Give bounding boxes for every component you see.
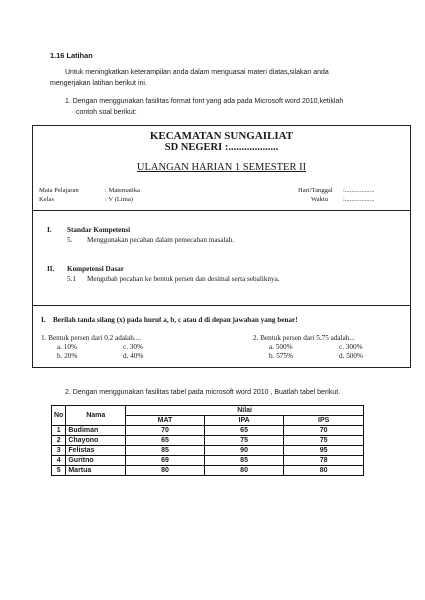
row-mat: 69	[126, 456, 205, 466]
instruction-2: 2. Dengan menggunakan fasilitas tabel pada microsoft word 2010 , Buatlah tabel berikut.	[65, 389, 341, 396]
table-row	[52, 426, 364, 436]
school-heading: SD NEGERI :...................	[164, 142, 279, 153]
row-ips: 95	[284, 446, 364, 456]
time-value: :..................	[343, 196, 375, 203]
question-2-option-a: a. 500%	[269, 343, 293, 351]
question-1-stem: 1. Bentuk persen dari 0.2 adalah....	[41, 334, 141, 342]
kompetensi-dasar-item-text: Mengubah pecahan ke bentuk persen dan desimal serta sebaliknya.	[87, 275, 280, 283]
standar-kompetensi-item-text: Menggunakan pecahan dalam pemecahan masalah.	[87, 236, 235, 244]
question-1-option-a: a. 10%	[57, 343, 77, 351]
row-ips: 78	[284, 456, 364, 466]
question-2-option-d: d. 500%	[339, 352, 363, 360]
question-1-option-d: d. 40%	[123, 352, 144, 360]
section-title: 1.16 Latihan	[50, 51, 93, 60]
exam-sample-box	[32, 125, 411, 368]
exam-title: ULANGAN HARIAN 1 SEMESTER II	[136, 162, 307, 173]
date-value: :..................	[343, 187, 375, 194]
intro-text-line2: mengerjakan latihan berikut ini.	[50, 80, 147, 87]
intro-text-line1: Untuk meningkatkan keterampilan anda dalam menguasai materi diatas,silakan anda	[65, 69, 329, 76]
class-label: Kelas	[39, 196, 55, 203]
row-no: 5	[52, 466, 66, 476]
question-2-option-b: b. 575%	[269, 352, 293, 360]
row-no: 1	[52, 426, 66, 436]
standar-kompetensi-number: I.	[47, 226, 52, 234]
column-header-no: No	[52, 406, 66, 426]
column-header-ips: IPS	[284, 416, 364, 426]
table-row	[52, 436, 364, 446]
row-no: 3	[52, 446, 66, 456]
question-2-option-c: c. 300%	[339, 343, 363, 351]
row-nama: Felistas	[66, 446, 126, 456]
divider-bottom	[33, 305, 410, 306]
table-header-row	[52, 406, 364, 416]
table-row	[52, 446, 364, 456]
instruction-1-line2: contoh soal berikut:	[76, 109, 137, 116]
date-label: Hari/Tanggal	[298, 187, 333, 194]
class-value: : V (Lima)	[105, 196, 133, 203]
row-no: 4	[52, 456, 66, 466]
divider-top	[33, 210, 410, 211]
question-section-number: I.	[41, 316, 46, 324]
column-header-ipa: IPA	[204, 416, 284, 426]
grades-table	[51, 405, 364, 476]
column-header-mat: MAT	[126, 416, 205, 426]
row-ips: 75	[284, 436, 364, 446]
table-row	[52, 456, 364, 466]
kompetensi-dasar-item-number: 5.1	[67, 275, 76, 283]
time-label: Waktu	[311, 196, 329, 203]
subject-label: Mata Pelajaran	[39, 187, 79, 194]
row-mat: 85	[126, 446, 205, 456]
instruction-1-line1: 1. Dengan menggunakan fasilitas format font yang ada pada Microsoft word 2010,ketiklah	[65, 98, 344, 105]
question-1-option-b: b. 20%	[57, 352, 78, 360]
row-ipa: 80	[204, 466, 284, 476]
subject-value: : Matematika	[105, 187, 140, 194]
standar-kompetensi-item-number: 5.	[67, 236, 73, 244]
row-nama: Budiman	[66, 426, 126, 436]
question-1-option-c: c. 30%	[123, 343, 143, 351]
row-nama: Martua	[66, 466, 126, 476]
row-mat: 65	[126, 436, 205, 446]
row-ips: 80	[284, 466, 364, 476]
column-header-nama: Nama	[66, 406, 126, 426]
kompetensi-dasar-title: Kompetensi Dasar	[67, 265, 124, 273]
row-ipa: 90	[204, 446, 284, 456]
column-header-nilai: Nilai	[126, 406, 364, 416]
row-ips: 70	[284, 426, 364, 436]
question-section-heading: Berilah tanda silang (x) pada huruf a, b, c atau d di depan jawaban yang benar!	[53, 316, 298, 324]
question-2-stem: 2. Bentuk persen dari 5.75 adalah...	[253, 334, 355, 342]
row-ipa: 65	[204, 426, 284, 436]
row-no: 2	[52, 436, 66, 446]
row-mat: 80	[126, 466, 205, 476]
kompetensi-dasar-number: II.	[47, 265, 55, 273]
row-nama: Chayono	[66, 436, 126, 446]
row-mat: 70	[126, 426, 205, 436]
row-ipa: 75	[204, 436, 284, 446]
table-row	[52, 466, 364, 476]
kecamatan-heading: KECAMATAN SUNGAILIAT	[149, 130, 294, 142]
row-ipa: 85	[204, 456, 284, 466]
row-nama: Guritno	[66, 456, 126, 466]
standar-kompetensi-title: Standar Kompetensi	[67, 226, 131, 234]
